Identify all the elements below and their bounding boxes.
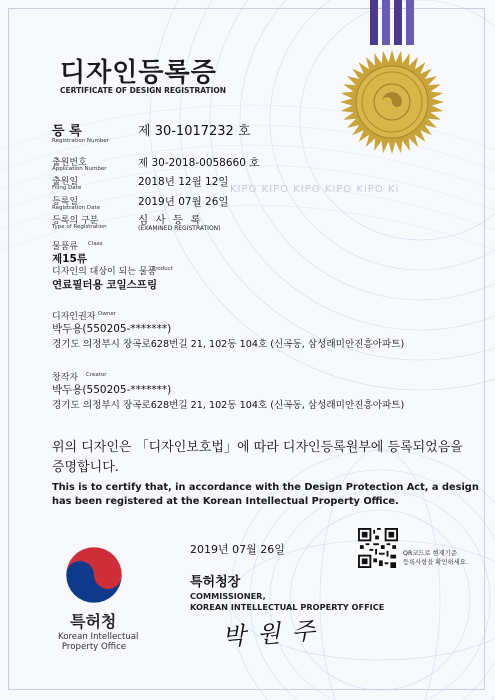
office-name-english: [58, 632, 139, 652]
certificate-title: 디자인등록증: [60, 58, 217, 88]
creator-label-en: Creator: [86, 372, 107, 378]
registration-date: 2019년 07월 26일: [138, 196, 229, 208]
registration-label: 등 록: [52, 124, 82, 139]
filing-date: 2018년 12월 12일: [138, 176, 229, 188]
ribbon-stripe: [406, 0, 414, 45]
office-name-english-line: Property Office: [61, 642, 127, 652]
owner-address: 경기도 의정부시 장곡로628번길 21, 102동 104호 (신곡동, 삼성래미안진흥아파트): [52, 339, 405, 350]
qr-code[interactable]: [358, 528, 398, 568]
registration-type-label-en: Type of Registration: [52, 224, 107, 230]
filing-date-label-en: Filing Date: [52, 185, 82, 191]
statement-english: [52, 481, 479, 509]
registration-date-label: 등록일: [52, 197, 79, 207]
registration-number: 제 30-1017232 호: [138, 124, 251, 139]
gold-seal: [338, 48, 446, 156]
office-name-english-line: Korean Intellectual: [58, 632, 139, 642]
registration-type-en: (EXAMINED REGISTRATION): [138, 225, 221, 232]
statement-english-line: has been registered at the Korean Intellectual Property Office.: [52, 496, 399, 507]
owner-name: 박두용(550205-*******): [52, 323, 172, 335]
creator-name: 박두용(550205-*******): [52, 384, 172, 396]
registration-label-en: Registration Number: [52, 138, 110, 144]
owner-label-en: Owner: [98, 311, 116, 317]
commissioner-title-english-2: KOREAN INTELLECTUAL PROPERTY OFFICE: [190, 602, 385, 612]
ribbon-stripe: [382, 0, 390, 45]
statement-korean-line: 증명합니다.: [52, 460, 119, 475]
kipo-watermark: KIPO KIPO KIPO KIPO KIPO Ki: [230, 184, 400, 195]
qr-note-line: QR코드로 현재기준: [403, 550, 457, 557]
class-label: 물품류: [52, 242, 79, 252]
ribbon-stripe: [370, 0, 378, 45]
owner-label: 디자인권자: [52, 312, 96, 322]
statement-english-line: This is to certify that, in accordance with the Design Protection Act, a design: [52, 482, 479, 493]
application-label: 출원번호: [52, 158, 87, 168]
filing-date-label: 출원일: [52, 177, 79, 187]
statement-korean-line: 위의 디자인은 「디자인보호법」에 따라 디자인등록원부에 등록되었음을: [52, 440, 463, 455]
commissioner-title-english-1: COMMISSIONER,: [190, 591, 266, 601]
certificate-subtitle: CERTIFICATE OF DESIGN REGISTRATION: [60, 86, 227, 95]
creator-address: 경기도 의정부시 장곡로628번길 21, 102동 104호 (신곡동, 삼성래미안진흥아파트): [52, 400, 405, 411]
registration-type-label: 등록의 구분: [52, 216, 99, 226]
qr-note-line: 등록사항을 확인하세요.: [403, 559, 468, 566]
qr-note: [403, 549, 468, 567]
application-label-en: Application Number: [52, 166, 107, 172]
commissioner-signature: 박 원 주: [221, 616, 318, 652]
registration-type: 심 사 등 록: [138, 214, 203, 226]
class-label-en: Class: [88, 241, 103, 247]
registration-date-label-en: Registration Date: [52, 205, 101, 211]
class-value: 제15류: [52, 253, 87, 265]
statement-korean: [52, 438, 463, 478]
ribbon-stripe: [394, 0, 402, 45]
product-label: 디자인의 대상이 되는 물품: [52, 267, 157, 277]
office-name-korean: 특허청: [70, 612, 117, 631]
creator-label: 창작자: [52, 373, 79, 383]
kipo-taegeuk-logo: [64, 545, 124, 605]
commissioner-title-korean: 특허청장: [190, 575, 241, 590]
application-number: 제 30-2018-0058660 호: [138, 157, 260, 169]
product-label-en: Product: [152, 266, 173, 272]
product-value: 연료필터용 코일스프링: [52, 279, 158, 291]
issue-date: 2019년 07월 26일: [190, 543, 285, 556]
